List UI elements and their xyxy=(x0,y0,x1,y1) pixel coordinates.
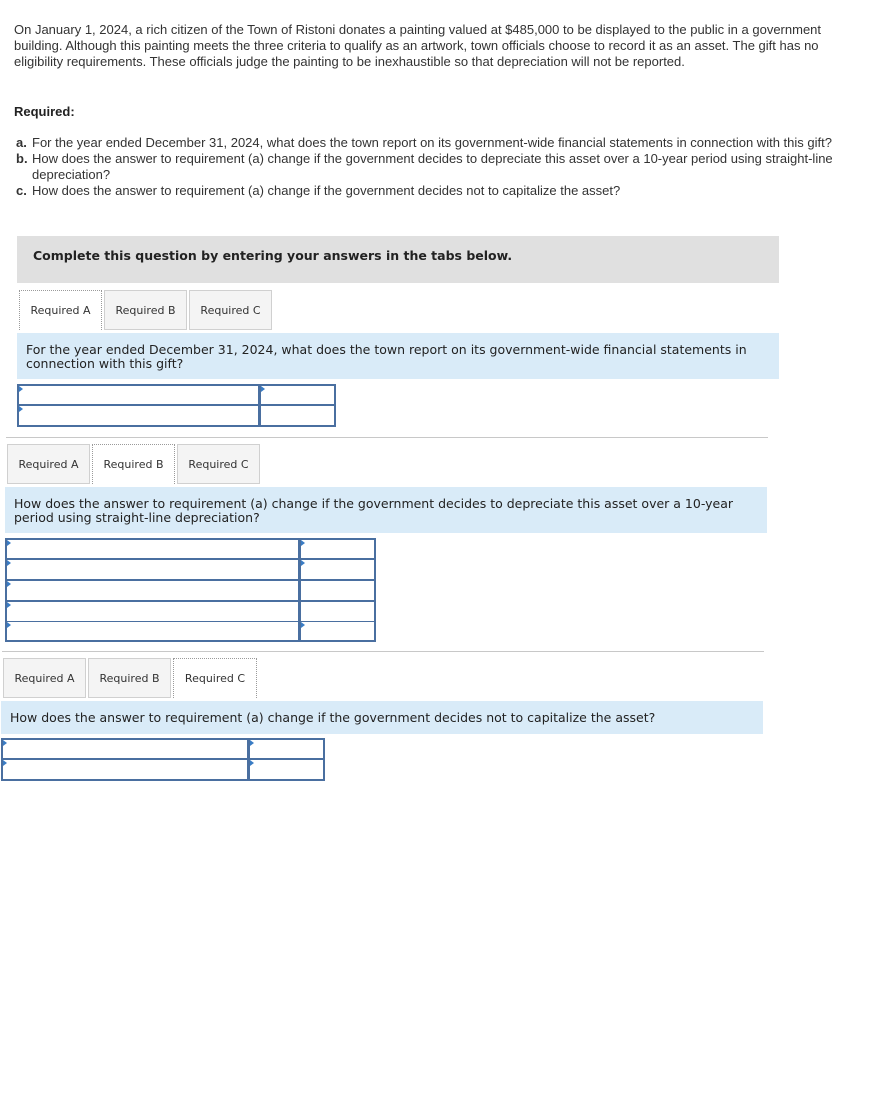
tab-required-b[interactable]: Required B xyxy=(88,658,171,698)
answer-c-label-1[interactable] xyxy=(1,738,249,760)
answer-b-label-5[interactable] xyxy=(5,621,300,642)
requirement-text: How does the answer to requirement (a) change if the government decides to depreciate this asset over a 10-year period using straight-line depreciation? xyxy=(32,151,833,182)
answer-b-label-2[interactable] xyxy=(5,559,300,581)
answer-a-amount-1[interactable] xyxy=(259,384,336,406)
requirement-c xyxy=(16,183,856,199)
requirement-letter: b. xyxy=(16,151,28,166)
answer-b-amount-4[interactable] xyxy=(299,601,376,623)
instruction-banner xyxy=(17,236,779,283)
requirement-text: For the year ended December 31, 2024, what does the town report on its government-wide financial statements in connection with this gift? xyxy=(32,135,832,150)
tab-required-b[interactable]: Required B xyxy=(104,290,187,330)
question-b: How does the answer to requirement (a) change if the government decides to depreciate this asset over a 10-year period using straight-line depreciation? xyxy=(5,487,767,533)
tab-required-b[interactable]: Required B xyxy=(92,444,175,484)
answer-b-label-1[interactable] xyxy=(5,538,300,560)
instruction-text: Complete this question by entering your answers in the tabs below. xyxy=(33,248,513,263)
required-heading: Required: xyxy=(14,104,75,119)
tab-required-a[interactable]: Required A xyxy=(3,658,86,698)
answer-a-label-1[interactable] xyxy=(17,384,260,406)
question-a: For the year ended December 31, 2024, what does the town report on its government-wide financial statements in connection with this gift? xyxy=(17,333,779,379)
question-c: How does the answer to requirement (a) change if the government decides not to capitalize the asset? xyxy=(1,701,763,734)
requirement-text: How does the answer to requirement (a) change if the government decides not to capitalize the asset? xyxy=(32,183,621,198)
tab-required-a[interactable]: Required A xyxy=(19,290,102,330)
tab-required-c[interactable]: Required C xyxy=(189,290,272,330)
requirement-b xyxy=(16,151,856,183)
answer-b-label-3[interactable] xyxy=(5,580,300,602)
requirement-letter: a. xyxy=(16,135,27,150)
answer-b-amount-2[interactable] xyxy=(299,559,376,581)
requirements-list xyxy=(16,135,856,199)
requirement-a xyxy=(16,135,856,151)
answer-a-label-2[interactable] xyxy=(17,405,260,427)
requirement-letter: c. xyxy=(16,183,27,198)
tab-required-c[interactable]: Required C xyxy=(177,444,260,484)
section-divider xyxy=(6,437,768,438)
answer-b-amount-1[interactable] xyxy=(299,538,376,560)
answer-a-amount-2[interactable] xyxy=(259,405,336,427)
answer-c-label-2[interactable] xyxy=(1,759,249,781)
answer-b-amount-3[interactable] xyxy=(299,580,376,602)
answer-c-amount-2[interactable] xyxy=(248,759,325,781)
answer-c-amount-1[interactable] xyxy=(248,738,325,760)
tab-required-c[interactable]: Required C xyxy=(173,658,257,698)
answer-b-amount-5[interactable] xyxy=(299,621,376,642)
problem-statement: On January 1, 2024, a rich citizen of the Town of Ristoni donates a painting valued at $485,000 to be displayed to the public in a government building. Although this painting meets the three criteria to qualify as an artwork, town officials choose to record it as an asset. The gift has no eligibility requirements. These officials judge the painting to be inexhaustible so that depreciation will not be reported. xyxy=(14,22,822,69)
section-divider xyxy=(2,651,764,652)
answer-b-label-4[interactable] xyxy=(5,601,300,623)
tab-required-a[interactable]: Required A xyxy=(7,444,90,484)
